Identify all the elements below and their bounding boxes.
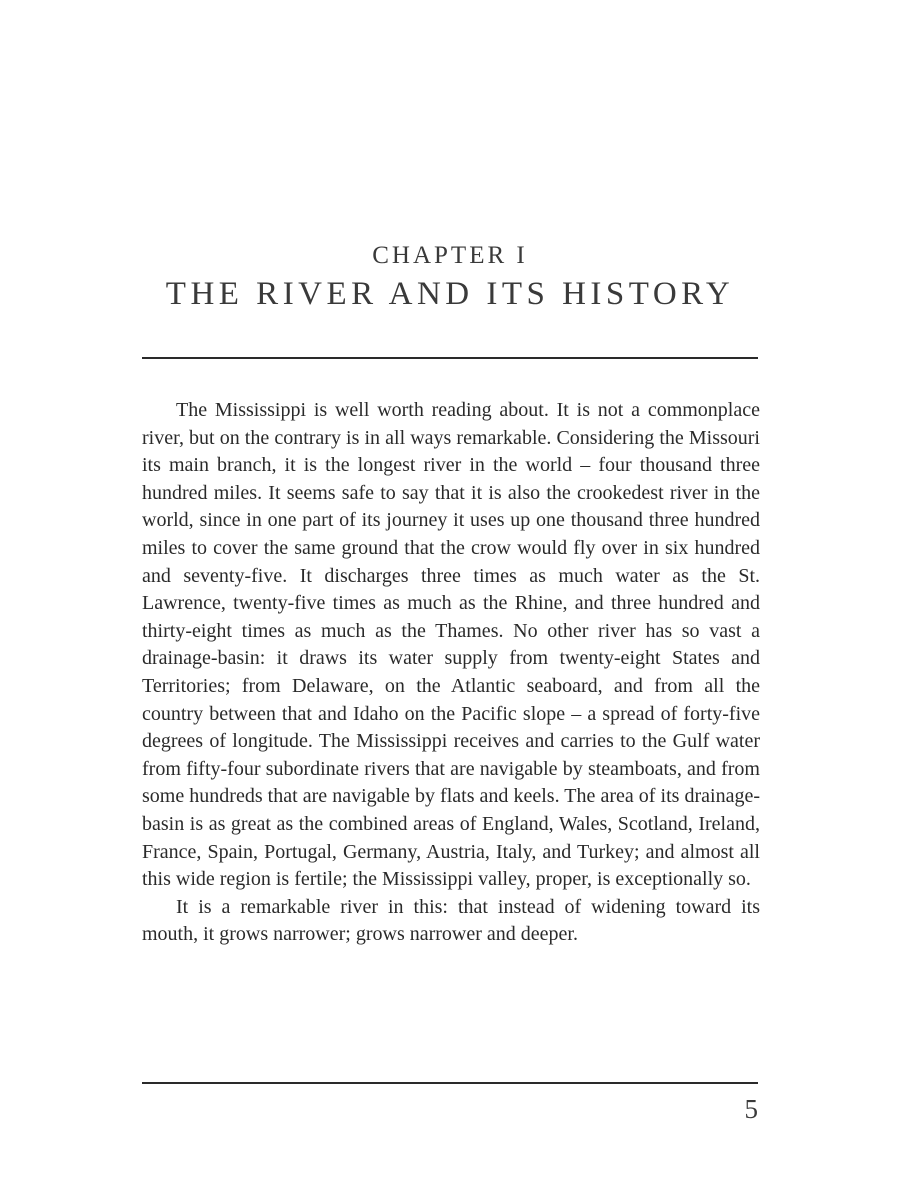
- chapter-title: THE RIVER AND ITS HISTORY: [165, 276, 735, 312]
- chapter-body: [142, 397, 760, 949]
- footer-divider: [142, 1082, 758, 1084]
- paragraph: It is a remarkable river in this: that instead of widening toward its mouth, it grows narrower; grows narrower and deeper.: [142, 895, 760, 946]
- header-divider: [142, 357, 758, 359]
- paragraph: The Mississippi is well worth reading about. It is not a commonplace river, but on the contrary is in all ways remarkable. Considering the Missouri its main branch, it is the longest river in the world – four thousand three hundred miles. It seems safe to say that it is also the crookedest river in the world, since in one part of its journey it uses up one thousand three hundred miles to cover the same ground that the crow would fly over in six hundred and seventy-five. It discharges three times as much water as the St. Lawrence, twenty-five times as much as the Rhine, and three hundred and thirty-eight times as much as the Thames. No other river has so vast a drainage-basin: it draws its water supply from twenty-eight States and Territories; from Delaware, on the Atlantic seaboard, and from all the country between that and Idaho on the Pacific slope – a spread of forty-five degrees of longitude. The Mississippi receives and carries to the Gulf water from fifty-four subordinate rivers that are navigable by steamboats, and from some hundreds that are navigable by flats and keels. The area of its drainage-basin is as great as the combined areas of England, Wales, Scotland, Ireland, France, Spain, Portugal, Germany, Austria, Italy, and Turkey; and almost all this wide region is fertile; the Mississippi valley, proper, is exceptionally so.: [142, 399, 760, 891]
- chapter-label: CHAPTER I: [372, 242, 528, 269]
- page-number: 5: [744, 1094, 758, 1124]
